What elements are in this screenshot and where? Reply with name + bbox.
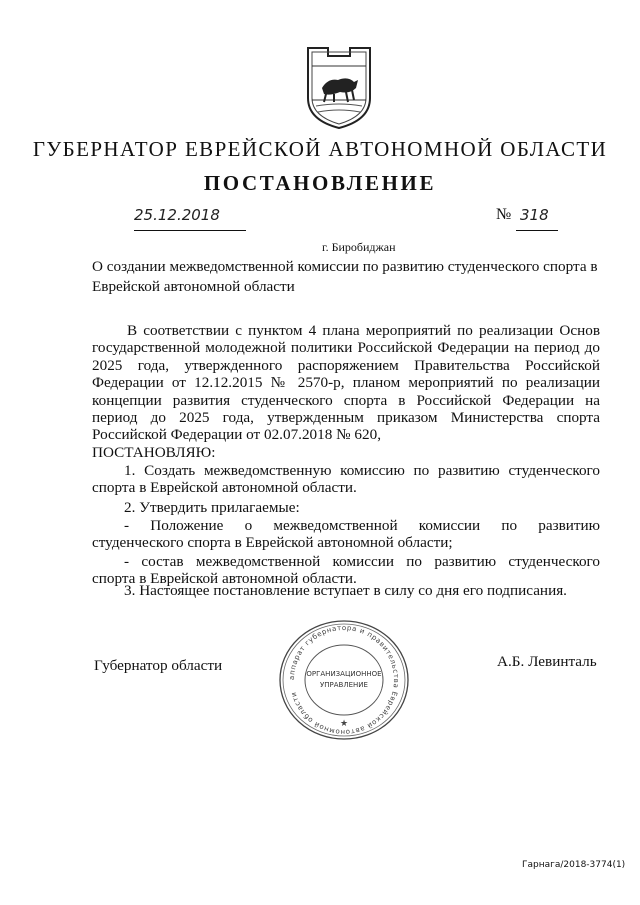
- item-2a-line: студенческого спорта в Еврейской автономной области;: [92, 534, 453, 552]
- document-number-field: [516, 206, 558, 231]
- item-2: [92, 499, 600, 516]
- official-seal-stamp: [277, 618, 411, 742]
- item-2-line: 2. Утвердить прилагаемые:: [124, 499, 300, 516]
- preamble-line: Федерации от 12.12.2015 № 2570-р, планом мероприятий по реализации: [92, 374, 600, 392]
- seal-center-text: УПРАВЛЕНИЕ: [320, 681, 368, 689]
- item-2b-line: - состав межведомственной комиссии по развитию студенческого: [124, 553, 600, 570]
- seal-star-icon: ★: [339, 718, 349, 728]
- item-3: [92, 582, 600, 599]
- seal-center-text: ОРГАНИЗАЦИОННОЕ: [306, 670, 382, 678]
- organization-title: ГУБЕРНАТОР ЕВРЕЙСКОЙ АВТОНОМНОЙ ОБЛАСТИ: [32, 137, 608, 161]
- coat-of-arms-emblem: [304, 44, 374, 130]
- preamble-line: В соответствии с пунктом 4 плана мероприятий по реализации Основ: [127, 322, 600, 339]
- item-1: [92, 462, 600, 497]
- issue-city: г. Биробиджан: [322, 240, 396, 254]
- document-date: 25.12.2018: [134, 206, 220, 224]
- signer-name: А.Б. Левинталь: [497, 653, 597, 670]
- signer-position: Губернатор области: [94, 657, 223, 674]
- preamble-line: период до 2025 года, утвержденным приказом Министерства спорта: [92, 409, 600, 427]
- item-2b-line: спорта в Еврейской автономной области.: [92, 570, 357, 588]
- number-sign: №: [496, 206, 512, 223]
- item-1-line: 1. Создать межведомственную комиссию по развитию студенческого: [124, 462, 600, 479]
- document-date-field: [134, 206, 246, 231]
- decree-word: ПОСТАНОВЛЯЮ:: [92, 443, 216, 461]
- seal-ring-text: аппарат губернатора и правительства Еврейской автономной области: [287, 623, 401, 737]
- document-type-heading: ПОСТАНОВЛЕНИЕ: [203, 171, 437, 195]
- preamble-paragraph: [92, 322, 600, 461]
- item-2a-line: - Положение о межведомственной комиссии по развитию: [124, 517, 600, 534]
- preamble-line: концепции развития студенческого спорта в Российской Федерации на: [92, 391, 600, 409]
- preamble-line: 2025 года, утвержденного распоряжением Правительства Российской: [92, 356, 600, 374]
- item-3-line: 3. Настоящее постановление вступает в силу со дня его подписания.: [124, 582, 567, 599]
- footer-reference: Гарнага/2018-3774(1): [522, 860, 626, 870]
- document-subject: О создании межведомственной комиссии по развитию студенческого спорта в Еврейской автономной области: [92, 258, 598, 295]
- document-number: 318: [520, 206, 549, 224]
- preamble-line: Российской Федерации от 02.07.2018 № 620,: [92, 426, 381, 444]
- preamble-line: государственной молодежной политики Российской Федерации на период до: [92, 339, 600, 357]
- item-2a: [92, 517, 600, 552]
- item-1-line: спорта в Еврейской автономной области.: [92, 479, 357, 497]
